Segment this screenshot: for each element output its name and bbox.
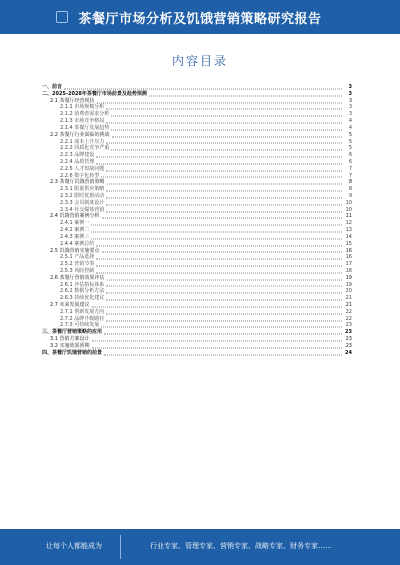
toc-entry-page: 23 [345,322,352,329]
toc-entry-title: 2.2 茶餐厅行业面临的挑战 [50,131,110,138]
toc-entry-title: 2.1.1 市场规模分析 [60,104,105,111]
toc-leader-dots [92,340,342,341]
toc-entry-page: 15 [345,240,352,247]
toc-leader-dots [101,177,342,178]
toc-leader-dots [106,204,342,205]
toc-entry-title: 2.5.3 风险控制 [60,267,95,274]
toc-entry-page: 23 [345,342,352,349]
toc-entry-title: 2.3.3 会员制度设计 [60,199,105,206]
toc-entry-page: 6 [348,158,352,165]
toc-entry-page: 5 [348,145,352,152]
toc-leader-dots [112,136,342,137]
toc-entry-page: 7 [348,172,352,179]
toc-entry[interactable] [42,193,352,200]
toc-leader-dots [106,143,342,144]
toc-entry-title: 2.7.2 品牌升级路径 [60,315,105,322]
toc-leader-dots [96,157,342,158]
toc-entry-page: 22 [345,315,352,322]
top-banner [0,0,400,34]
toc-entry-page: 5 [348,131,352,138]
toc-leader-dots [106,300,342,301]
toc-leader-dots [96,272,342,273]
footer-divider [120,535,121,559]
toc-entry-title: 3.1 营销方案设计 [50,336,90,343]
toc-entry-page: 3 [348,90,352,97]
toc-entry-page: 18 [345,267,352,274]
toc-entry-title: 2.7 未来发展建议 [50,302,90,308]
toc-entry-title: 2.7.3 可持续发展 [60,322,100,329]
toc-entry[interactable] [42,302,352,309]
toc-entry-title: 2.5.2 营销节奏 [60,261,95,268]
toc-entry[interactable] [42,309,352,316]
toc-entry[interactable] [42,91,352,98]
toc-entry-page: 4 [348,118,352,125]
toc-entry-page: 3 [348,84,352,90]
toc-entry-page: 16 [345,254,352,261]
footer-tagline: 行业专家、管理专家、营销专家、战略专家、财务专家…… [150,542,332,550]
toc-entry[interactable] [42,125,352,132]
toc-entry[interactable] [42,152,352,159]
toc-leader-dots [96,259,342,260]
toc-leader-dots [96,245,342,246]
toc-entry-title: 一、前言 [42,84,63,90]
toc-entry-title: 2.4.2 案例二 [60,227,90,234]
toc-entry-page: 7 [348,165,352,172]
toc-leader-dots [111,116,342,117]
toc-entry[interactable] [42,84,352,91]
toc-entry-title: 2.4.1 案例一 [60,220,90,227]
footer-banner [0,529,400,565]
toc-entry-title: 2.4.3 案例三 [60,233,90,240]
toc-leader-dots [106,313,342,314]
toc-entry-page: 3 [348,111,352,118]
toc-entry-page: 11 [345,213,352,220]
toc-entry-page: 16 [345,247,352,254]
toc-entry-title: 2.5 饥饿营销实施要点 [50,247,100,254]
toc-leader-dots [106,320,342,321]
toc-entry-title: 2.2.5 人才短缺问题 [60,165,105,172]
toc-entry-page: 19 [345,274,352,281]
toc-entry[interactable] [42,275,352,282]
toc-entry[interactable] [42,241,352,248]
toc-entry-title: 2.3.4 社交媒体营销 [60,206,105,213]
toc-entry-page: 10 [345,206,352,213]
toc-entry[interactable] [42,234,352,241]
toc-leader-dots [104,354,342,355]
toc-entry-page: 13 [345,227,352,234]
toc-leader-dots [111,150,342,151]
toc-leader-dots [106,211,342,212]
toc-leader-dots [106,286,342,287]
toc-leader-dots [92,306,342,307]
toc-entry-title: 2.4 饥饿营销案例分析 [50,213,100,220]
toc-entry-title: 2.6.2 数据分析方法 [60,288,105,295]
toc-leader-dots [106,170,342,171]
toc-leader-dots [106,197,342,198]
toc-entry-title: 2.2.1 成本上升压力 [60,138,105,145]
toc-entry-title: 2.6.3 持续优化建议 [60,295,105,302]
toc-leader-dots [102,252,342,253]
toc-heading: 内容目录 [171,54,228,68]
toc-entry-page: 20 [345,288,352,295]
toc-leader-dots [97,102,342,103]
toc-entry-page: 8 [348,186,352,193]
toc-entry-page: 14 [345,233,352,240]
toc-leader-dots [91,231,342,232]
toc-entry[interactable] [42,227,352,234]
toc-leader-dots [106,191,342,192]
toc-leader-dots [104,334,342,335]
toc-entry-page: 6 [348,152,352,159]
toc-entry-title: 2.1.2 消费者需求分析 [60,111,110,118]
toc-entry[interactable] [42,336,352,343]
toc-entry-title: 2.3 茶餐厅饥饿营销策略 [50,179,105,186]
toc-entry-page: 19 [345,281,352,288]
toc-entry-title: 2.4.4 案例总结 [60,240,95,247]
toc-entry[interactable] [42,350,352,357]
toc-entry-title: 2.6 茶餐厅营销效果评估 [50,274,105,281]
toc-entry-title: 2.3.1 限量供应策略 [60,186,105,193]
toc-entry[interactable] [42,186,352,193]
toc-entry-title: 2.1.3 市场竞争格局 [60,118,105,125]
toc-entry-page: 4 [348,124,352,131]
toc-entry-page: 5 [348,138,352,145]
toc-entry-page: 24 [345,349,352,356]
toc-entry-page: 23 [345,336,352,343]
toc-entry-title: 3.2 实施效果预期 [50,342,90,349]
toc-entry-title: 2.2.6 数字化转型 [60,172,100,179]
toc-entry-title: 2.2.4 品质管理 [60,158,95,165]
toc-entry-page: 23 [345,329,352,336]
toc-entry-page: 9 [348,193,352,199]
toc-leader-dots [149,95,342,96]
toc-entry-page: 3 [348,104,352,111]
toc-entry-title: 二、2025-2028年茶餐厅市场前景及趋势预测 [42,90,147,97]
toc-leader-dots [111,129,342,130]
toc-entry-title: 2.1.4 茶餐厅发展趋势 [60,124,110,131]
toc-leader-dots [92,347,342,348]
toc-entry[interactable] [42,295,352,302]
toc-entry[interactable] [42,343,352,350]
toc-entry-page: 3 [348,97,352,104]
toc-entry-title: 四、茶餐厅饥饿营销的前景 [42,349,103,356]
toc-leader-dots [102,218,342,219]
footer-slogan: 让每个人都能成为 [46,542,102,550]
toc-entry-title: 2.7.1 创新发展方向 [60,308,105,315]
toc-entry[interactable] [42,118,352,125]
toc-leader-dots [106,109,342,110]
toc-entry-title: 三、茶餐厅营销策略的应用 [42,329,103,336]
toc-entry-page: 22 [345,308,352,315]
toc-entry-title: 2.2.3 品牌建设 [60,152,95,159]
toc-leader-dots [101,327,342,328]
toc-leader-dots [96,163,342,164]
document-title: 茶餐厅市场分析及饥饿营销策略研究报告 [78,12,322,27]
toc-entry-page: 21 [345,302,352,308]
toc-leader-dots [107,279,342,280]
toc-entry-page: 10 [345,199,352,206]
toc-entry-page: 12 [345,220,352,227]
toc-entry-title: 2.6.1 评估指标体系 [60,281,105,288]
toc-entry-title: 2.5.1 产品选择 [60,254,95,261]
toc-leader-dots [106,122,342,123]
toc-entry-page: 17 [345,261,352,268]
toc-entry[interactable] [42,200,352,207]
toc-entry-title: 2.1 茶餐厅经营现状 [50,97,95,104]
toc-entry[interactable] [42,261,352,268]
table-of-contents [42,84,352,357]
toc-leader-dots [91,225,342,226]
toc-leader-dots [107,184,342,185]
toc-entry[interactable] [42,166,352,173]
toc-leader-dots [91,238,342,239]
toc-leader-dots [96,266,342,267]
toc-entry-title: 2.2.2 同质化竞争严重 [60,145,110,152]
toc-entry[interactable] [42,159,352,166]
toc-entry-page: 8 [348,179,352,186]
toc-entry-page: 21 [345,295,352,302]
toc-entry[interactable] [42,132,352,139]
toc-leader-dots [106,293,342,294]
toc-entry-title: 2.3.2 限时优惠活动 [60,193,105,199]
toc-leader-dots [64,88,342,89]
toc-entry[interactable] [42,268,352,275]
